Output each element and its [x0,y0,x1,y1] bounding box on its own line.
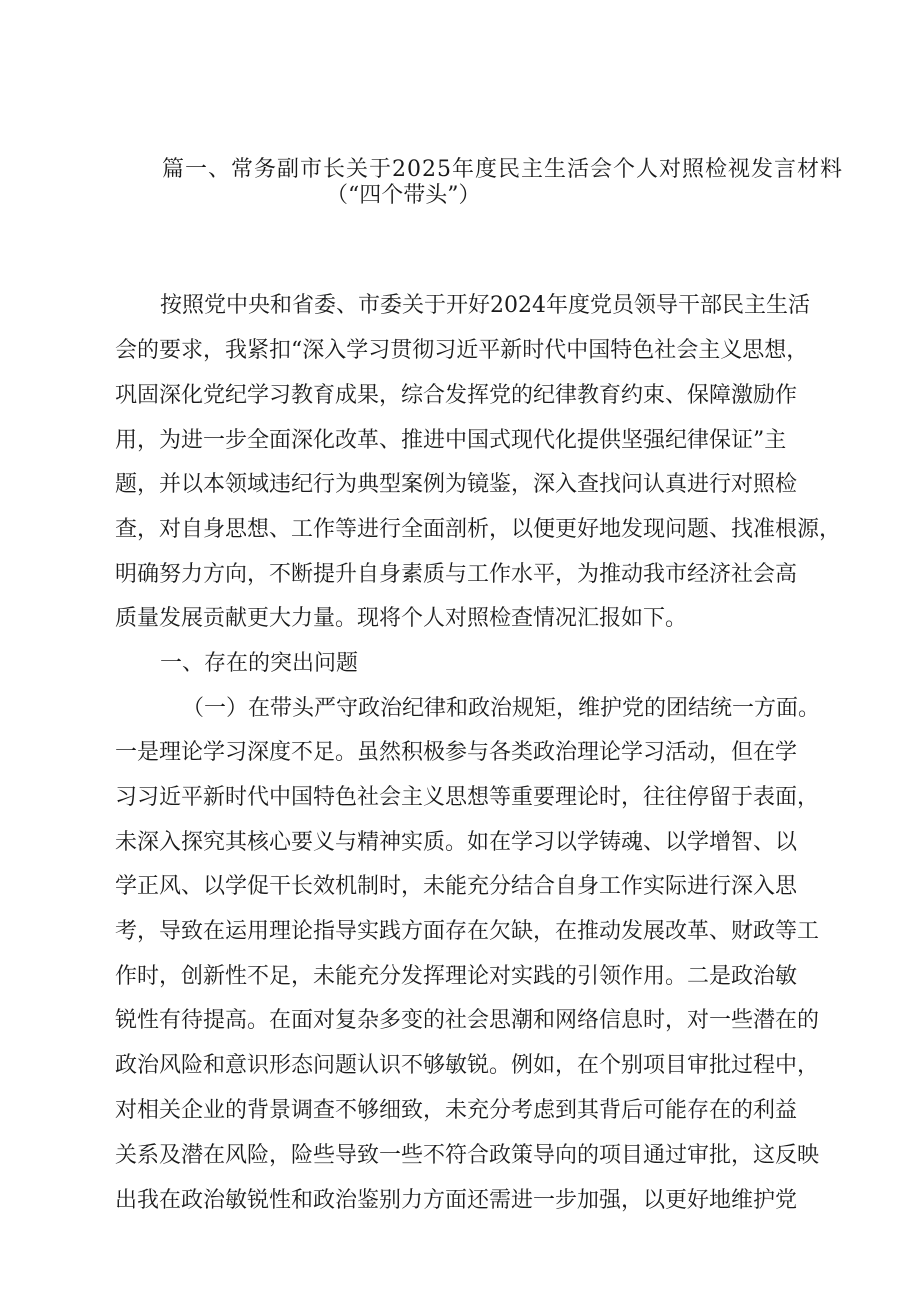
body-line: 关系及潜在风险，险些导致一些不符合政策导向的项目通过审批，这反映 [115,1143,820,1168]
body-line: 一是理论学习深度不足。虽然积极参与各类政治理论学习活动，但在学 [115,740,798,765]
body-line: 会的要求，我紧扣“深入学习贯彻习近平新时代中国特色社会主义思想， [115,338,809,363]
body-line: 学正风、以学促干长效机制时，未能充分结合自身工作实际进行深入思 [115,874,798,899]
body-line: 政治风险和意识形态问题认识不够敏锐。例如，在个别项目审批过程中， [115,1053,820,1078]
body-line: 习习近平新时代中国特色社会主义思想等重要理论时，往往停留于表面， [115,785,820,810]
body-line: 用，为进一步全面深化改革、推进中国式现代化提供坚强纪律保证”主 [115,428,787,453]
body-line: 质量发展贡献更大力量。现将个人对照检查情况汇报如下。 [115,606,688,631]
section-heading: 一、存在的突出问题 [160,651,359,676]
body-line: 巩固深化党纪学习教育成果，综合发挥党的纪律教育约束、保障激励作 [115,383,798,408]
body-line: 锐性有待提高。在面对复杂多变的社会思潮和网络信息时，对一些潜在的 [115,1008,820,1033]
body-line: 题，并以本领域违纪行为典型案例为镜鉴，深入查找问认真进行对照检 [115,472,798,497]
body-line: 作时，创新性不足，未能充分发挥理论对实践的引领作用。二是政治敏 [115,964,798,989]
body-line: 出我在政治敏锐性和政治鉴别力方面还需进一步加强，以更好地维护党 [115,1188,798,1213]
body-line: 考，导致在运用理论指导实践方面存在欠缺，在推动发展改革、财政等工 [115,919,820,944]
body-line: 未深入探究其核心要义与精神实质。如在学习以学铸魂、以学增智、以 [115,830,798,855]
subsection-heading: （一）在带头严守政治纪律和政治规矩，维护党的团结统一方面。 [182,696,821,721]
document-title: 篇一、常务副市长关于2025年度民主生活会个人对照检视发言材料 [162,157,843,182]
document-subtitle: （“四个带头”） [326,183,481,208]
body-line: 对相关企业的背景调查不够细致，未充分考虑到其背后可能存在的利益 [115,1098,798,1123]
body-line: 按照党中央和省委、市委关于开好2024年度党员领导干部民主生活 [160,293,810,318]
body-line: 查，对自身思想、工作等进行全面剖析，以便更好地发现问题、找准根源， [115,517,842,542]
body-line: 明确努力方向，不断提升自身素质与工作水平，为推动我市经济社会高 [115,562,798,587]
